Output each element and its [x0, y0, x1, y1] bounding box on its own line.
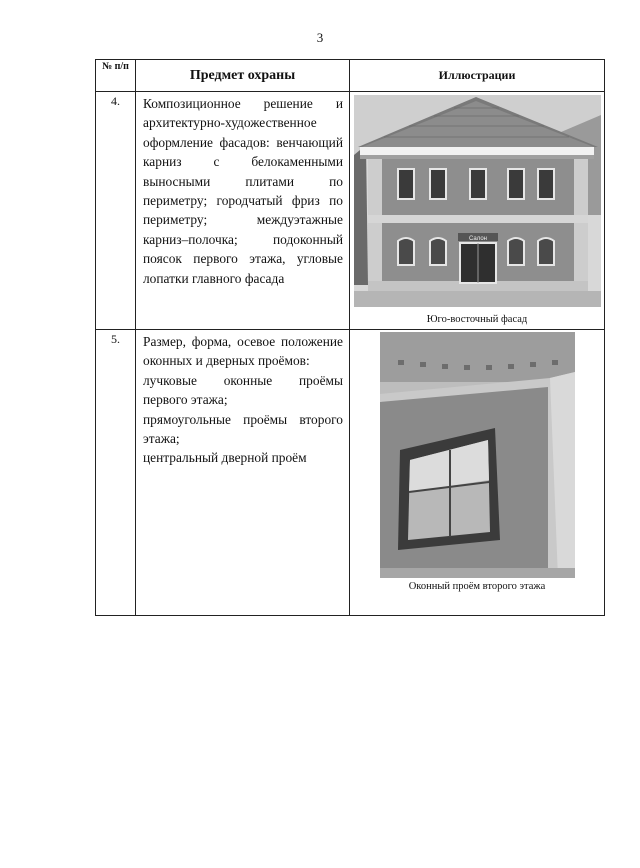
- row-subject: Композиционное решение и архитектурно-художественное оформление фасадов: венчающий карниз с белокаменными выносными плитами по периметру; городчатый фриз по периметру; междуэтажные карниз–полочка; подоконный поясок первого этажа, угловые лопатки главного фасада: [136, 92, 350, 330]
- subject-item: центральный дверной проём: [143, 450, 307, 466]
- subject-item: лучковые оконные проёмы первого этажа;: [143, 372, 343, 408]
- subject-item: прямоугольные проёмы второго этажа;: [143, 411, 343, 447]
- header-subject: Предмет охраны: [136, 60, 350, 92]
- header-illustrations: Иллюстрации: [350, 60, 605, 92]
- table-header-row: [96, 60, 605, 92]
- subject-intro: Размер, форма, осевое положение оконных и дверных проёмов:: [143, 334, 343, 369]
- window-photo: [380, 332, 575, 578]
- shop-sign: Салон: [468, 236, 487, 242]
- photo-caption: Юго-восточный фасад: [426, 314, 528, 325]
- row-number: 5.: [96, 330, 136, 616]
- illustration-cell: [350, 92, 605, 330]
- header-number: № п/п: [96, 60, 136, 92]
- illustration-cell: [350, 330, 605, 616]
- protection-table: [95, 59, 605, 616]
- facade-photo: [354, 95, 601, 307]
- row-subject: [136, 330, 350, 616]
- photo-caption: Оконный проём второго этажа: [408, 581, 546, 592]
- page-number: 3: [316, 30, 324, 45]
- table-row: [96, 92, 605, 330]
- table-row: [96, 330, 605, 616]
- row-number: 4.: [96, 92, 136, 330]
